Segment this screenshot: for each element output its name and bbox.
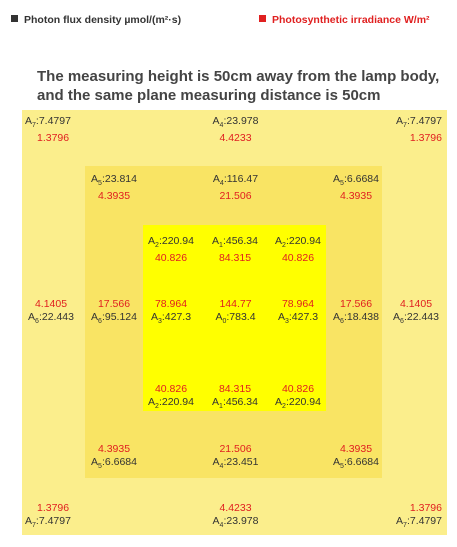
irradiance-value: 4.3935	[339, 443, 373, 455]
pfd-value: A $_7$:7.4797	[25, 515, 71, 532]
cell-r6c6	[330, 443, 382, 473]
cell-r5c5	[272, 383, 324, 413]
pfd-value: A $_2$:220.94	[272, 235, 324, 252]
pfd-value: A $_5$:6.6684	[330, 173, 382, 190]
cell-r4c5	[272, 298, 324, 328]
pfd-value: A $_2$:220.94	[272, 396, 324, 413]
pfd-value: A $_1$:456.34	[207, 396, 263, 413]
cell-r2c4	[208, 173, 263, 203]
cell-r5c4	[207, 383, 263, 413]
cell-r4c2	[86, 298, 142, 328]
irradiance-value: 1.3796	[37, 132, 70, 145]
irradiance-value: 4.4233	[219, 502, 252, 514]
cell-r1c1	[25, 115, 71, 145]
pfd-value: A $_0$:783.4	[208, 311, 263, 328]
irradiance-value: 17.566	[339, 298, 373, 310]
legend-irradiance-label: Photosynthetic irradiance W/m²	[272, 14, 430, 26]
irradiance-value: 84.315	[218, 252, 252, 265]
cell-r6c2	[88, 443, 140, 473]
irradiance-value: 84.315	[218, 383, 252, 395]
cell-r2c2	[88, 173, 140, 203]
irradiance-value: 4.3935	[97, 190, 131, 203]
pfd-value: A $_3$:427.3	[272, 311, 324, 328]
pfd-value: A $_6$:95.124	[86, 311, 142, 328]
legend-photon-flux	[11, 14, 181, 26]
irradiance-value: 17.566	[97, 298, 131, 310]
irradiance-value: 4.1405	[34, 298, 68, 310]
irradiance-value: 1.3796	[409, 502, 442, 514]
irradiance-value: 4.1405	[399, 298, 433, 310]
irradiance-value: 40.826	[281, 252, 315, 265]
pfd-value: A $_6$:22.443	[25, 311, 77, 328]
cell-r4c4	[208, 298, 263, 328]
pfd-value: A $_2$:220.94	[145, 235, 197, 252]
pfd-value: A $_6$:22.443	[388, 311, 444, 328]
irradiance-value: 1.3796	[409, 132, 442, 145]
cell-r6c4	[208, 443, 263, 473]
pfd-value: A $_1$:456.34	[207, 235, 263, 252]
cell-r3c4	[207, 235, 263, 265]
irradiance-value: 40.826	[154, 252, 188, 265]
legend-photon-label: Photon flux density µmol/(m²·s)	[24, 14, 182, 26]
irradiance-value: 40.826	[154, 383, 188, 395]
irradiance-value: 4.4233	[219, 132, 252, 145]
irradiance-value: 1.3796	[37, 502, 70, 514]
irradiance-value: 144.77	[219, 298, 252, 310]
pfd-value: A $_4$:23.978	[208, 515, 263, 532]
legend-swatch-irradiance	[259, 15, 266, 22]
legend-irradiance	[259, 14, 430, 26]
cell-r4c3	[145, 298, 197, 328]
pfd-value: A $_5$:6.6684	[330, 456, 382, 473]
pfd-value: A $_4$:23.978	[208, 115, 263, 132]
pfd-value: A $_7$:7.4797	[396, 515, 442, 532]
cell-r4c1	[25, 298, 77, 328]
cell-r7c4	[208, 502, 263, 532]
pfd-value: A $_3$:427.3	[145, 311, 197, 328]
cell-r7c1	[25, 502, 71, 532]
irradiance-value: 78.964	[154, 298, 188, 310]
heading-line-1: The measuring height is 50cm away from the lamp body,	[37, 68, 440, 85]
cell-r4c6	[328, 298, 384, 328]
pfd-value: A $_4$:116.47	[208, 173, 263, 190]
cell-r5c3	[145, 383, 197, 413]
pfd-value: A $_4$:23.451	[208, 456, 263, 473]
pfd-value: A $_5$:6.6684	[88, 456, 140, 473]
irradiance-value: 40.826	[281, 383, 315, 395]
cell-r1c7	[396, 115, 442, 145]
irradiance-value: 4.3935	[339, 190, 373, 203]
pfd-value: A $_6$:18.438	[328, 311, 384, 328]
cell-r3c3	[145, 235, 197, 265]
cell-r1c4	[208, 115, 263, 145]
legend-swatch-photon	[11, 15, 18, 22]
pfd-value: A $_7$:7.4797	[396, 115, 442, 132]
pfd-value: A $_2$:220.94	[145, 396, 197, 413]
pfd-value: A $_7$:7.4797	[25, 115, 71, 132]
irradiance-value: 21.506	[219, 190, 252, 203]
irradiance-value: 21.506	[219, 443, 252, 455]
heading-line-2: and the same plane measuring distance is 50cm	[37, 87, 381, 104]
irradiance-value: 78.964	[281, 298, 315, 310]
cell-r7c7	[396, 502, 442, 532]
pfd-value: A $_5$:23.814	[88, 173, 140, 190]
irradiance-value: 4.3935	[97, 443, 131, 455]
cell-r4c7	[388, 298, 444, 328]
cell-r3c5	[272, 235, 324, 265]
cell-r2c6	[330, 173, 382, 203]
